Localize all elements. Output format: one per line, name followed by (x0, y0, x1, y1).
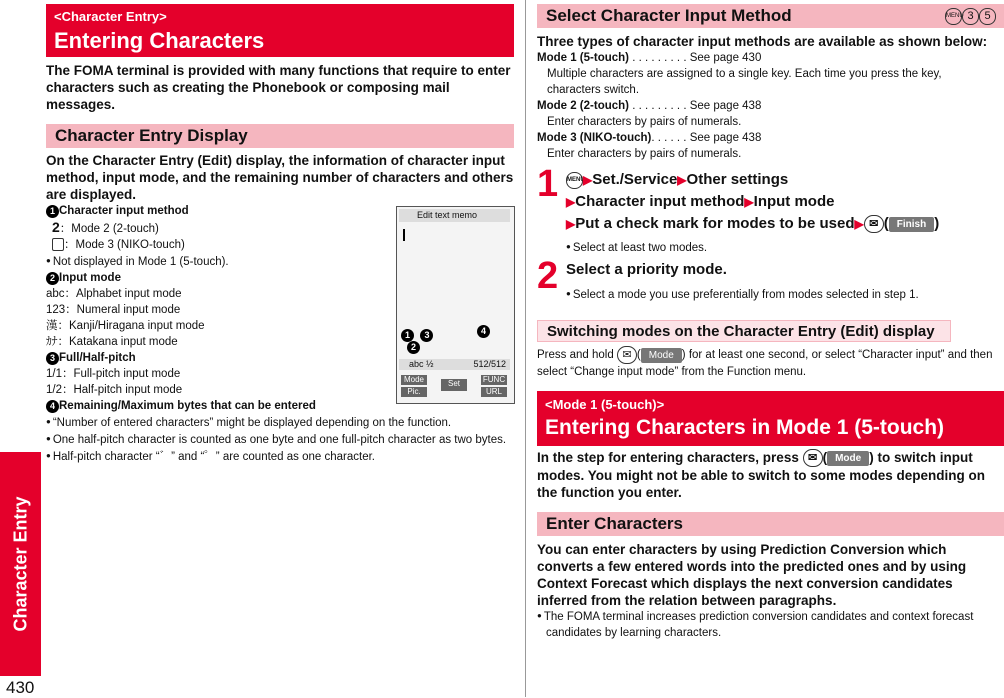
phone-marker-3: 3 (420, 329, 433, 342)
phone-screen (396, 206, 515, 404)
section1-title (537, 4, 1004, 28)
subsection-text: Press and hold ✉( Mode ) for at least one second, or select “Character input” and then select “Change input mode” from the Function menu. (537, 346, 1000, 380)
mode1-text: In the step for entering characters, press ✉( Mode ) to switch input modes. You might not be able to switch to some modes depending on the function you enter. (537, 449, 1003, 501)
mail-key-icon (864, 215, 884, 233)
mode-name: Mode 3 (NIKO-touch) (537, 132, 652, 144)
item2-line: abc：Alphabet input mode (46, 288, 182, 300)
soft-key-set: Set (441, 379, 467, 391)
column-divider (525, 0, 526, 697)
chapter-title: Entering Characters (54, 28, 265, 53)
section3-note: ● The FOMA terminal increases prediction conversion candidates and context forecast candidates by learning characters. (537, 608, 1004, 641)
step2-text: Select a priority mode. (566, 261, 727, 278)
screen-title: Edit text memo (399, 209, 510, 222)
step2-note: ● Select a mode you use preferentially from modes selected in step 1. (566, 286, 919, 303)
item1-line1: ：Mode 2 (2-touch) (59, 223, 159, 235)
section-title: Character Entry Display (46, 124, 514, 148)
phone-marker-1: 1 (401, 329, 414, 342)
item4-title: Remaining/Maximum bytes that can be entered (59, 400, 316, 412)
marker-1: 1 (46, 205, 59, 218)
text-cursor (403, 229, 405, 241)
mode1-text-a: In the step for entering characters, press (537, 450, 803, 465)
step1-text: MENU▶Set./Service▶Other settings ▶Character input method▶Input mode ▶Put a check mark for modes to be used▶✉ ( Finish ) (566, 169, 1004, 235)
key-5-icon: 5 (979, 8, 996, 25)
arrow-icon: ▶ (854, 217, 864, 231)
mode-desc: Enter characters by pairs of numerals. (547, 116, 742, 128)
item1-line2: ：Mode 3 (NIKO-touch) (64, 239, 185, 251)
note: ● Half-pitch character “゛” and “゜” are counted as one character. (46, 448, 516, 465)
mode-name: Mode 2 (2-touch) (537, 100, 629, 112)
legend-list (46, 203, 386, 414)
sub-text-b: for at least one second, or select “Character input” and then select “Change input mode” from the Function menu. (537, 349, 993, 378)
item2-line: ｶﾅ：Katakana input mode (46, 336, 178, 348)
mode1-text-b: to switch input modes. You might not be able to switch to some modes depending on the function you enter. (537, 450, 986, 501)
item3-line1: 1/1：Full-pitch input mode (46, 368, 181, 380)
arrow-icon: ▶ (566, 217, 576, 231)
phone-marker-2: 2 (407, 341, 420, 354)
mode-dots: . . . . . . . . . (629, 52, 687, 64)
arrow-icon: ▶ (744, 195, 754, 209)
mode-desc: Enter characters by pairs of numerals. (547, 148, 742, 160)
soft-key-mode: Mode (401, 375, 427, 385)
side-tab (0, 452, 41, 676)
soft-key-url: URL (481, 387, 507, 397)
item1-note: ● Not displayed in Mode 1 (5-touch). (46, 253, 386, 270)
arrow-icon: ▶ (583, 173, 593, 187)
section3-text: You can enter characters by using Prediction Conversion which converts a few entered words into the predicted ones and by using Context Forecast which displays the next conversion candidates inferred from the relation between paragraphs. (537, 542, 967, 608)
arrow-icon: ▶ (566, 195, 576, 209)
menu-key-icon: MENU (566, 172, 583, 189)
soft-keys (399, 373, 510, 399)
mode-desc: Multiple characters are assigned to a single key. Each time you press the key, characters switch. (547, 68, 942, 96)
phone-marker-4: 4 (477, 325, 490, 338)
step1-b: Other settings (686, 171, 789, 188)
chapter-header-2 (537, 391, 1004, 446)
side-tab-label: Character Entry (10, 496, 30, 632)
page-number: 430 (6, 678, 35, 697)
note: ● One half-pitch character is counted as one byte and one full-pitch character as two bytes. (46, 431, 516, 448)
menu-key-icon: MENU (945, 8, 962, 25)
section1-title-text: Select Character Input Method (546, 6, 792, 25)
marker-4: 4 (46, 400, 59, 413)
item3-title: Full/Half-pitch (59, 352, 136, 364)
step1-note: ● Select at least two modes. (566, 239, 707, 256)
item2-title: Input mode (59, 272, 121, 284)
intro-text: The FOMA terminal is provided with many functions that require to enter characters such as creating the Phonebook or composing mail messages. (46, 63, 511, 112)
mode-ref: See page 438 (689, 132, 762, 144)
subsection-title: Switching modes on the Character Entry (Edit) display (537, 320, 951, 342)
finish-soft-button: Finish (889, 217, 934, 232)
mode-dots: . . . . . . (651, 132, 687, 144)
key-3-icon: 3 (962, 8, 979, 25)
mail-key-icon (617, 346, 637, 364)
menu-shortcut (945, 4, 996, 28)
mail-key-icon (803, 449, 823, 467)
step1-e: Put a check mark for modes to be used (575, 215, 855, 232)
sub-text-a: Press and hold (537, 349, 617, 362)
byte-counter: 512/512 (473, 359, 506, 369)
section1-intro: Three types of character input methods are available as shown below: (537, 34, 988, 49)
mode-dots: . . . . . . . . . (629, 100, 687, 112)
mode-list (537, 50, 997, 162)
note: ● “Number of entered characters” might be displayed depending on the function. (46, 414, 516, 431)
item3-line2: 1/2：Half-pitch input mode (46, 384, 183, 396)
mode-soft-button: Mode (641, 348, 682, 363)
mode2-glyph-icon: 2 (52, 219, 60, 235)
chapter2-subtitle: <Mode 1 (5-touch)> (545, 397, 665, 412)
section3-title: Enter Characters (537, 512, 1004, 536)
marker-3: 3 (46, 352, 59, 365)
chapter2-title: Entering Characters in Mode 1 (5-touch) (545, 416, 945, 439)
marker-2: 2 (46, 272, 59, 285)
mode-soft-button: Mode (827, 451, 869, 466)
step2-number: 2 (537, 255, 559, 297)
notes-list (46, 414, 516, 465)
chapter-header (46, 4, 514, 57)
mode-ref: See page 430 (689, 52, 762, 64)
item2-line: 漢：Kanji/Hiragana input mode (46, 320, 205, 332)
soft-key-func: FUNC (482, 375, 506, 384)
step1-d: Input mode (753, 193, 835, 210)
step1-a: Set./Service (592, 171, 678, 188)
section-intro: On the Character Entry (Edit) display, the information of character input method, input mode, and the remaining number of characters and others are displayed. (46, 153, 514, 202)
arrow-icon: ▶ (677, 173, 687, 187)
mode-name: Mode 1 (5-touch) (537, 52, 629, 64)
item2-line: 123：Numeral input mode (46, 304, 181, 316)
soft-key-pic: Pic. (401, 387, 427, 397)
input-indicator: abc ½ (409, 359, 434, 369)
chapter-subtitle: <Character Entry> (54, 9, 167, 24)
item1-title: Character input method (59, 205, 189, 217)
status-row (399, 359, 510, 370)
step1-c: Character input method (575, 193, 745, 210)
mode3-glyph-icon (52, 238, 64, 251)
mode-ref: See page 438 (689, 100, 762, 112)
step1-number: 1 (537, 163, 559, 205)
